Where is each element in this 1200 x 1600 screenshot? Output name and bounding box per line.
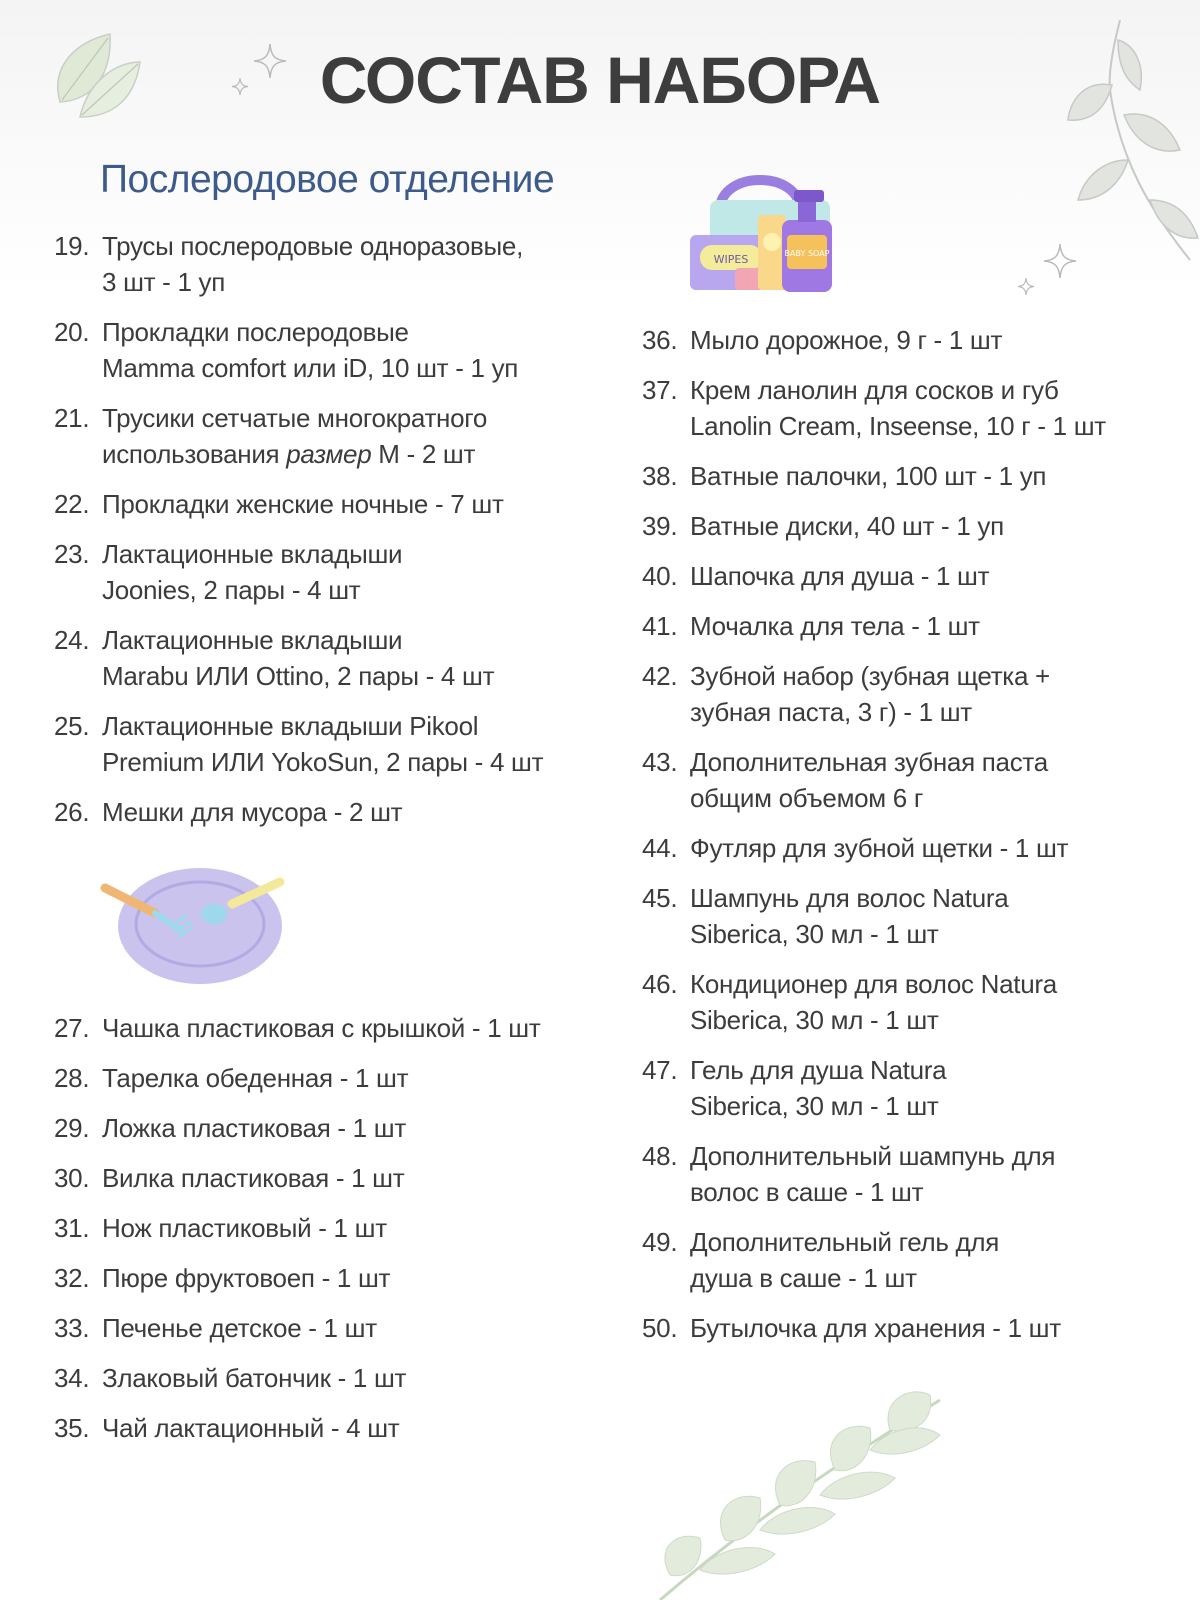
item-number: 41.	[642, 611, 678, 641]
item-text: Тарелка обеденная - 1 шт	[102, 1063, 409, 1093]
item-text: Дополнительный шампунь для	[690, 1141, 1056, 1171]
item-number: 46.	[642, 969, 678, 999]
item-number: 45.	[642, 883, 678, 913]
list-item	[642, 830, 1182, 866]
list-item	[642, 608, 1182, 644]
item-number: 42.	[642, 661, 678, 691]
items-list-left-2	[54, 1010, 614, 1460]
item-text: Лактационные вкладыши	[102, 625, 403, 655]
item-text: волос в саше - 1 шт	[690, 1177, 924, 1207]
item-number: 48.	[642, 1141, 678, 1171]
item-text: Marabu ИЛИ Ottino, 2 пары - 4 шт	[102, 661, 495, 691]
item-number: 43.	[642, 747, 678, 777]
item-number: 28.	[54, 1063, 90, 1093]
item-text: Зубной набор (зубная щетка +	[690, 661, 1050, 691]
list-item	[642, 558, 1182, 594]
list-item	[54, 708, 614, 780]
item-text: Шапочка для душа - 1 шт	[690, 561, 990, 591]
list-item	[642, 744, 1182, 816]
item-text: Чашка пластиковая с крышкой - 1 шт	[102, 1013, 541, 1043]
list-item	[54, 622, 614, 694]
item-text: Прокладки послеродовые	[102, 317, 409, 347]
item-text: Ватные палочки, 100 шт - 1 уп	[690, 461, 1047, 491]
list-item	[54, 486, 614, 522]
list-item	[54, 228, 614, 300]
item-number: 37.	[642, 375, 678, 405]
item-number: 29.	[54, 1113, 90, 1143]
item-text: Кондиционер для волос Natura	[690, 969, 1057, 999]
plate-with-cutlery-icon	[100, 868, 290, 998]
item-number: 19.	[54, 231, 90, 261]
list-item	[54, 1060, 614, 1096]
item-text: Пюре фруктовоеп - 1 шт	[102, 1263, 391, 1293]
list-item	[642, 372, 1182, 444]
item-number: 35.	[54, 1413, 90, 1443]
item-text: Joonies, 2 пары - 4 шт	[102, 575, 361, 605]
item-text: Дополнительный гель для	[690, 1227, 1000, 1257]
wipes-label: WIPES	[713, 253, 749, 266]
item-text: Premium ИЛИ YokoSun, 2 пары - 4 шт	[102, 747, 544, 777]
item-text: Lanolin Cream, Inseense, 10 г - 1 шт	[690, 411, 1106, 441]
item-text: Нож пластиковый - 1 шт	[102, 1213, 387, 1243]
item-number: 26.	[54, 797, 90, 827]
item-text: Гель для душа Natura	[690, 1055, 947, 1085]
item-text: Шампунь для волос Natura	[690, 883, 1009, 913]
item-number: 32.	[54, 1263, 90, 1293]
list-item	[54, 1110, 614, 1146]
leaf-icon	[640, 1390, 960, 1600]
item-text: Крем ланолин для сосков и губ	[690, 375, 1059, 405]
item-text-italic: размер	[286, 439, 372, 469]
list-item	[54, 400, 614, 472]
list-item	[54, 1360, 614, 1396]
item-number: 44.	[642, 833, 678, 863]
item-text: Трусики сетчатые многократного	[102, 403, 488, 433]
item-text: Бутылочка для хранения - 1 шт	[690, 1313, 1061, 1343]
item-number: 47.	[642, 1055, 678, 1085]
list-item	[54, 1010, 614, 1046]
item-number: 21.	[54, 403, 90, 433]
item-text: Прокладки женские ночные - 7 шт	[102, 489, 504, 519]
item-text: Трусы послеродовые одноразовые,	[102, 231, 524, 261]
list-item	[642, 1052, 1182, 1124]
list-item	[642, 458, 1182, 494]
sparkle-icon	[1012, 240, 1082, 310]
item-text: Siberica, 30 мл - 1 шт	[690, 1091, 939, 1121]
item-number: 31.	[54, 1213, 90, 1243]
item-text: M - 2 шт	[371, 439, 476, 469]
list-item	[642, 1224, 1182, 1296]
item-text: Лактационные вкладыши Pikool	[102, 711, 479, 741]
item-number: 49.	[642, 1227, 678, 1257]
list-item	[54, 1310, 614, 1346]
list-item	[642, 966, 1182, 1038]
item-text: 3 шт - 1 уп	[102, 267, 226, 297]
item-text: зубная паста, 3 г) - 1 шт	[690, 697, 972, 727]
item-text: Siberica, 30 мл - 1 шт	[690, 1005, 939, 1035]
list-item	[54, 314, 614, 386]
item-text: Футляр для зубной щетки - 1 шт	[690, 833, 1069, 863]
item-text: душа в саше - 1 шт	[690, 1263, 917, 1293]
item-number: 40.	[642, 561, 678, 591]
item-number: 36.	[642, 325, 678, 355]
item-text: Мыло дорожное, 9 г - 1 шт	[690, 325, 1003, 355]
item-text: Мочалка для тела - 1 шт	[690, 611, 980, 641]
item-text: Дополнительная зубная паста	[690, 747, 1048, 777]
list-item	[54, 1210, 614, 1246]
item-number: 20.	[54, 317, 90, 347]
items-list-left	[54, 228, 614, 844]
list-item	[642, 658, 1182, 730]
item-number: 33.	[54, 1313, 90, 1343]
item-number: 38.	[642, 461, 678, 491]
section-heading: Послеродовое отделение	[100, 158, 555, 201]
item-text: Ложка пластиковая - 1 шт	[102, 1113, 406, 1143]
item-number: 34.	[54, 1363, 90, 1393]
list-item	[642, 508, 1182, 544]
item-text: Mamma comfort или iD, 10 шт - 1 уп	[102, 353, 519, 383]
list-item	[54, 794, 614, 830]
item-text: Вилка пластиковая - 1 шт	[102, 1163, 405, 1193]
item-number: 39.	[642, 511, 678, 541]
item-number: 24.	[54, 625, 90, 655]
soap-label: BABY SOAP	[784, 249, 830, 258]
item-number: 27.	[54, 1013, 90, 1043]
list-item	[54, 536, 614, 608]
item-number: 22.	[54, 489, 90, 519]
list-item	[54, 1160, 614, 1196]
item-text: Мешки для мусора - 2 шт	[102, 797, 403, 827]
list-item	[642, 322, 1182, 358]
item-number: 25.	[54, 711, 90, 741]
item-text: Ватные диски, 40 шт - 1 уп	[690, 511, 1004, 541]
item-text: Чай лактационный - 4 шт	[102, 1413, 400, 1443]
item-text: общим объемом 6 г	[690, 783, 924, 813]
item-text: Siberica, 30 мл - 1 шт	[690, 919, 939, 949]
item-number: 50.	[642, 1313, 678, 1343]
list-item	[54, 1410, 614, 1446]
page-title: СОСТАВ НАБОРА	[319, 43, 881, 117]
item-number: 23.	[54, 539, 90, 569]
list-item	[54, 1260, 614, 1296]
toiletries-bag-icon	[690, 160, 870, 295]
item-text: использования	[102, 439, 287, 469]
item-text: Печенье детское - 1 шт	[102, 1313, 377, 1343]
items-list-right	[642, 322, 1182, 1360]
list-item	[642, 880, 1182, 952]
item-text: Лактационные вкладыши	[102, 539, 403, 569]
item-number: 30.	[54, 1163, 90, 1193]
list-item	[642, 1138, 1182, 1210]
item-text: Злаковый батончик - 1 шт	[102, 1363, 407, 1393]
list-item	[642, 1310, 1182, 1346]
